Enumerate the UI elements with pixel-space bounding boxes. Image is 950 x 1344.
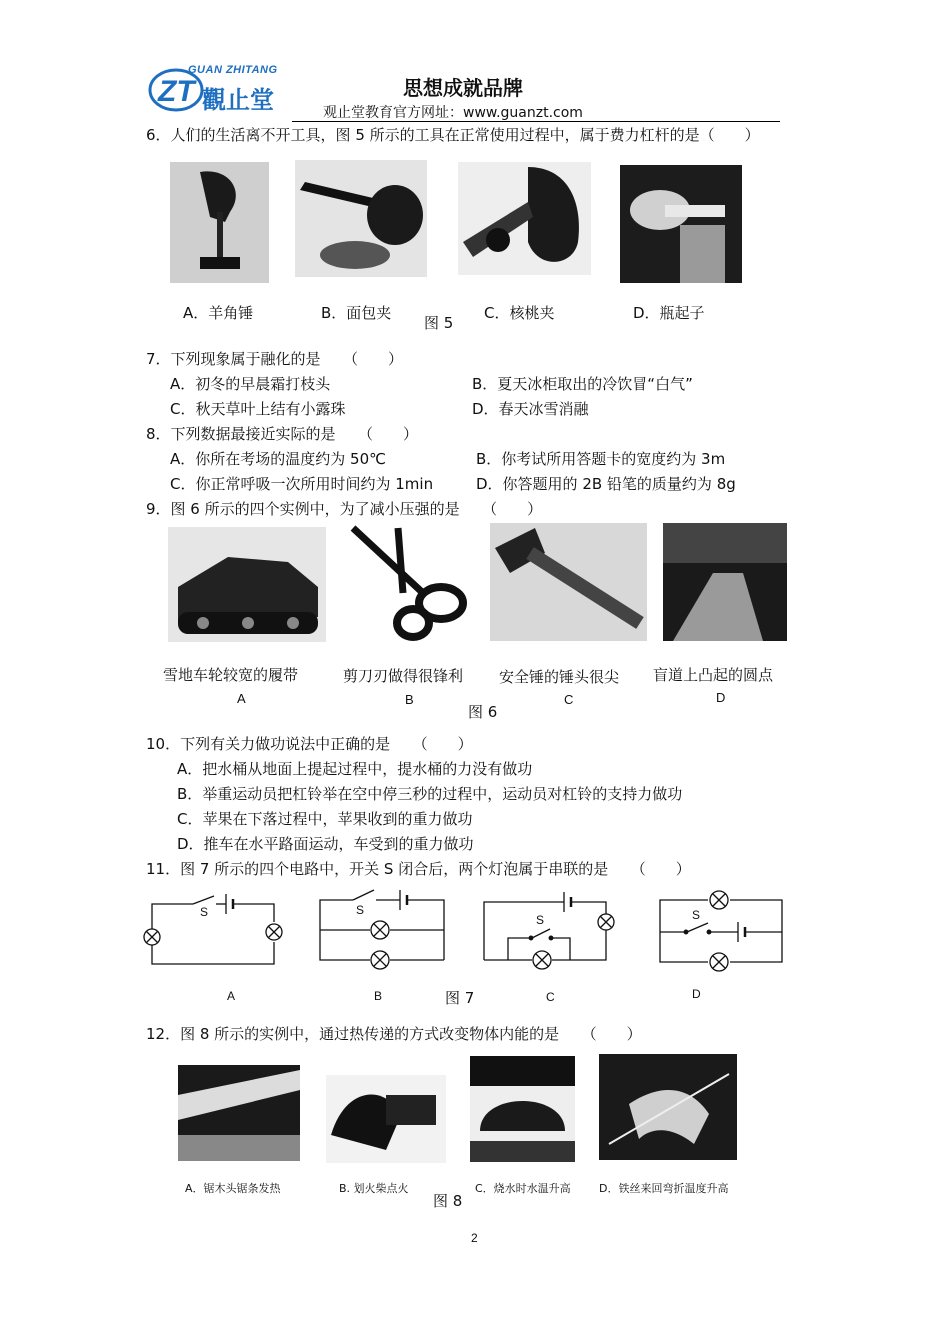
q6-option-d: D．瓶起子 bbox=[633, 304, 705, 322]
q8-option-b: B．你考试所用答题卡的宽度约为 3m bbox=[476, 450, 726, 468]
q7-option-a: A．初冬的早晨霜打枝头 bbox=[170, 375, 331, 393]
q9-image-tactile-paving bbox=[663, 523, 787, 641]
q11-letter-b: B bbox=[374, 989, 383, 1003]
q12-caption-a: A．锯木头锯条发热 bbox=[185, 1182, 281, 1195]
q7-option-b: B．夏天冰柜取出的冷饮冒“白气” bbox=[472, 375, 693, 393]
q10-option-b: B．举重运动员把杠铃举在空中停三秒的过程中，运动员对杠铃的支持力做功 bbox=[177, 785, 683, 803]
q9-letter-c: C bbox=[564, 692, 574, 707]
q8-option-a: A．你所在考场的温度约为 50℃ bbox=[170, 450, 386, 468]
q9-image-safety-hammer bbox=[490, 523, 647, 641]
q11-letter-d: D bbox=[692, 987, 701, 1001]
q9-caption-a: 雪地车轮较宽的履带 bbox=[163, 666, 299, 684]
q6-figure-label: 图 5 bbox=[424, 314, 454, 332]
question-9: 9．图 6 所示的四个实例中，为了减小压强的是 （ ） bbox=[146, 500, 543, 518]
q9-image-snowmobile bbox=[168, 527, 326, 642]
q12-image-match bbox=[326, 1075, 446, 1163]
q11-letter-a: A bbox=[227, 989, 236, 1003]
q6-option-c: C．核桃夹 bbox=[484, 304, 555, 322]
q6-option-a: A．羊角锤 bbox=[183, 304, 254, 322]
q9-caption-d: 盲道上凸起的圆点 bbox=[653, 666, 774, 684]
circuit-diagrams bbox=[138, 882, 798, 974]
q6-option-b: B．面包夹 bbox=[321, 304, 392, 322]
q12-caption-c: C．烧水时水温升高 bbox=[475, 1182, 571, 1195]
q6-image-bottle-opener bbox=[620, 165, 742, 283]
q6-image-nutcracker bbox=[458, 162, 591, 275]
circuit-a bbox=[144, 894, 282, 964]
q6-image-bread-tongs bbox=[295, 160, 427, 277]
q12-figure-label: 图 8 bbox=[433, 1192, 463, 1210]
q9-caption-c: 安全锤的锤头很尖 bbox=[499, 668, 620, 686]
q10-option-c: C．苹果在下落过程中，苹果收到的重力做功 bbox=[177, 810, 473, 828]
q11-letter-c: C bbox=[546, 990, 555, 1004]
page-number: 2 bbox=[471, 1231, 478, 1245]
circuit-a-switch-label: S bbox=[200, 905, 209, 919]
q12-image-bending-wire bbox=[599, 1054, 737, 1160]
logo-text-en: GUAN ZHITANG bbox=[188, 64, 278, 76]
question-7: 7．下列现象属于融化的是 （ ） bbox=[146, 350, 404, 368]
question-8: 8．下列数据最接近实际的是 （ ） bbox=[146, 425, 419, 443]
header-rule bbox=[292, 121, 780, 122]
q11-figure-label: 图 7 bbox=[445, 989, 475, 1007]
circuit-c-switch-label: S bbox=[536, 913, 545, 927]
q8-option-c: C．你正常呼吸一次所用时间约为 1min bbox=[170, 475, 434, 493]
q12-caption-b: B. 划火柴点火 bbox=[339, 1182, 409, 1195]
q9-figure-label: 图 6 bbox=[468, 703, 498, 721]
logo-text-cn: 觀止堂 bbox=[202, 86, 274, 114]
q7-option-c: C．秋天草叶上结有小露珠 bbox=[170, 400, 346, 418]
q12-caption-d: D．铁丝来回弯折温度升高 bbox=[599, 1182, 729, 1195]
circuit-b-switch-label: S bbox=[356, 903, 365, 917]
q6-image-hammer bbox=[170, 162, 269, 283]
circuit-b bbox=[320, 890, 444, 969]
q9-caption-b: 剪刀刃做得很锋利 bbox=[343, 667, 464, 685]
q8-option-d: D．你答题用的 2B 铅笔的质量约为 8g bbox=[476, 475, 736, 493]
question-10: 10．下列有关力做功说法中正确的是 （ ） bbox=[146, 735, 473, 753]
q9-letter-d: D bbox=[716, 690, 726, 705]
question-12: 12．图 8 所示的实例中，通过热传递的方式改变物体内能的是 （ ） bbox=[146, 1025, 642, 1043]
q12-image-boiling-water bbox=[470, 1056, 575, 1162]
slogan: 思想成就品牌 bbox=[403, 76, 523, 100]
circuit-d bbox=[660, 891, 782, 971]
question-6: 6．人们的生活离不开工具，图 5 所示的工具在正常使用过程中，属于费力杠杆的是（ ） bbox=[146, 126, 760, 144]
q7-option-d: D．春天冰雪消融 bbox=[472, 400, 589, 418]
circuit-d-switch-label: S bbox=[692, 908, 701, 922]
q12-image-sawing bbox=[178, 1065, 300, 1161]
q9-letter-b: B bbox=[405, 692, 414, 707]
q9-image-scissors bbox=[343, 523, 475, 641]
q10-option-a: A．把水桶从地面上提起过程中，提水桶的力没有做功 bbox=[177, 760, 533, 778]
website: 观止堂教育官方网址：www.guanzt.com bbox=[323, 105, 583, 121]
q10-option-d: D．推车在水平路面运动，车受到的重力做功 bbox=[177, 835, 474, 853]
svg-text:ZT: ZT bbox=[158, 75, 195, 108]
question-11: 11．图 7 所示的四个电路中，开关 S 闭合后，两个灯泡属于串联的是 （ ） bbox=[146, 860, 691, 878]
circuit-c bbox=[484, 892, 614, 969]
q9-letter-a: A bbox=[237, 691, 246, 706]
